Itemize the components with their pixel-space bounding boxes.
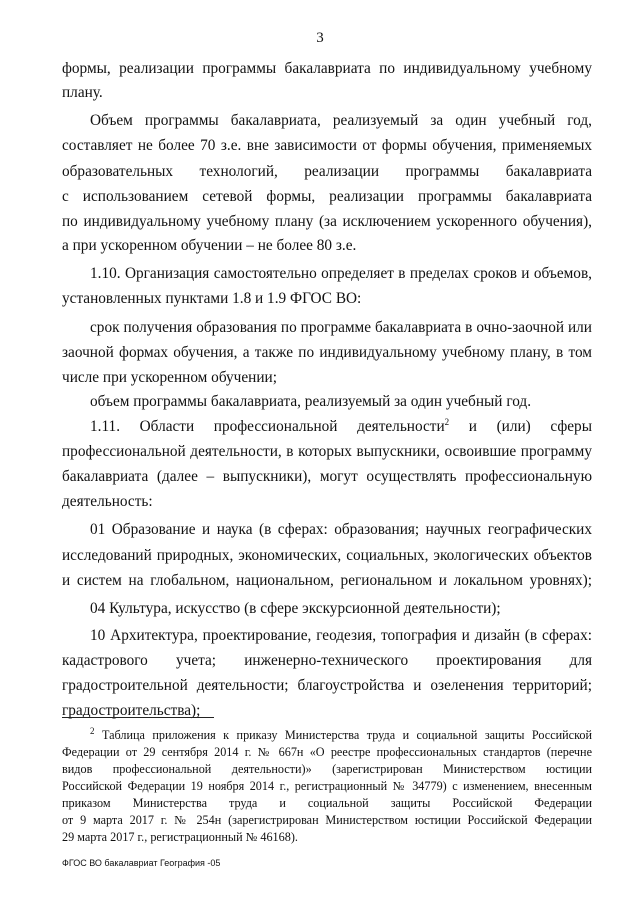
- text-line: и систем на глобальном, национальном, региональном и локальном уровнях);: [62, 572, 592, 589]
- text-line: 04 Культура, искусство (в сфере экскурсионной деятельности);: [90, 600, 501, 617]
- text-line: 10 Архитектура, проектирование, геодезия, топография и дизайн (в сферах:: [90, 627, 592, 644]
- text-line: образовательных технологий, реализации программы бакалавриата: [62, 163, 592, 180]
- text-line: профессиональной деятельности, в которых выпускники, освоившие программу: [62, 443, 592, 460]
- footnote-line: видов профессиональной деятельности)» (зарегистрирован Министерством юстиции: [62, 762, 592, 776]
- page-number: 3: [316, 30, 324, 46]
- footnote-mark: 2: [90, 725, 95, 736]
- footnote-line: приказом Министерства труда и социальной защиты Российской Федерации: [62, 796, 592, 810]
- text-line: 1.10. Организация самостоятельно определяет в пределах сроков и объемов,: [90, 265, 592, 282]
- text-line: градостроительной деятельности; благоустройства и озеленения территорий;: [62, 677, 592, 694]
- text-line: срок получения образования по программе бакалавриата в очно-заочной или: [90, 319, 592, 336]
- text-line: градостроительства);: [62, 702, 201, 719]
- footnote-reference: 2: [444, 416, 450, 427]
- footnote-line: $^2$ Таблица приложения к приказу Министерства труда и социальной защиты Российской: [90, 725, 592, 742]
- footnote-line: 29 марта 2017 г., регистрационный № 46168).: [62, 830, 298, 844]
- text-line: по индивидуальному учебному плану (за исключением ускоренного обучения),: [62, 213, 592, 230]
- footnote-separator: [62, 717, 214, 718]
- text-line: объем программы бакалавриата, реализуемый за один учебный год.: [90, 393, 532, 410]
- text-line: Объем программы бакалавриата, реализуемый за один учебный год,: [90, 112, 592, 129]
- text-line: установленных пунктами 1.8 и 1.9 ФГОС ВО:: [62, 290, 362, 307]
- text-line: заочной формах обучения, а также по индивидуальному учебному плану, в том: [62, 344, 592, 361]
- text-line: исследований природных, экономических, социальных, экологических объектов: [62, 547, 592, 564]
- text-line: 1.11. Области профессиональной деятельности$^2$ и (или) сферы: [90, 416, 592, 435]
- text-line: 01 Образование и наука (в сферах: образования; научных географических: [90, 521, 592, 538]
- text-line: деятельность:: [62, 493, 153, 510]
- text-line: составляет не более 70 з.е. вне зависимости от формы обучения, применяемых: [62, 137, 592, 154]
- text-line: формы, реализации программы бакалавриата по индивидуальному учебному: [62, 60, 592, 77]
- text-line: плану.: [62, 84, 103, 101]
- footnote-line: от 9 марта 2017 г. № 254н (зарегистрирован Министерством юстиции Российской Федерации: [62, 813, 592, 827]
- footnote-line: Российской Федерации 19 ноября 2014 г., регистрационный № 34779) с изменением, внесенным: [62, 779, 592, 793]
- text-line: кадастрового учета; инженерно-технического проектирования для: [62, 652, 592, 669]
- page-footer: ФГОС ВО бакалавриат География -05: [62, 858, 221, 868]
- footnote-line: Федерации от 29 сентября 2014 г. № 667н «О реестре профессиональных стандартов (перечне: [62, 745, 592, 759]
- text-line: числе при ускоренном обучении;: [62, 369, 277, 386]
- text-line: а при ускоренном обучении – не более 80 з.е.: [62, 237, 357, 254]
- text-line: бакалавриата (далее – выпускники), могут осуществлять профессиональную: [62, 468, 592, 485]
- text-line: с использованием сетевой формы, реализации программы бакалавриата: [62, 188, 592, 205]
